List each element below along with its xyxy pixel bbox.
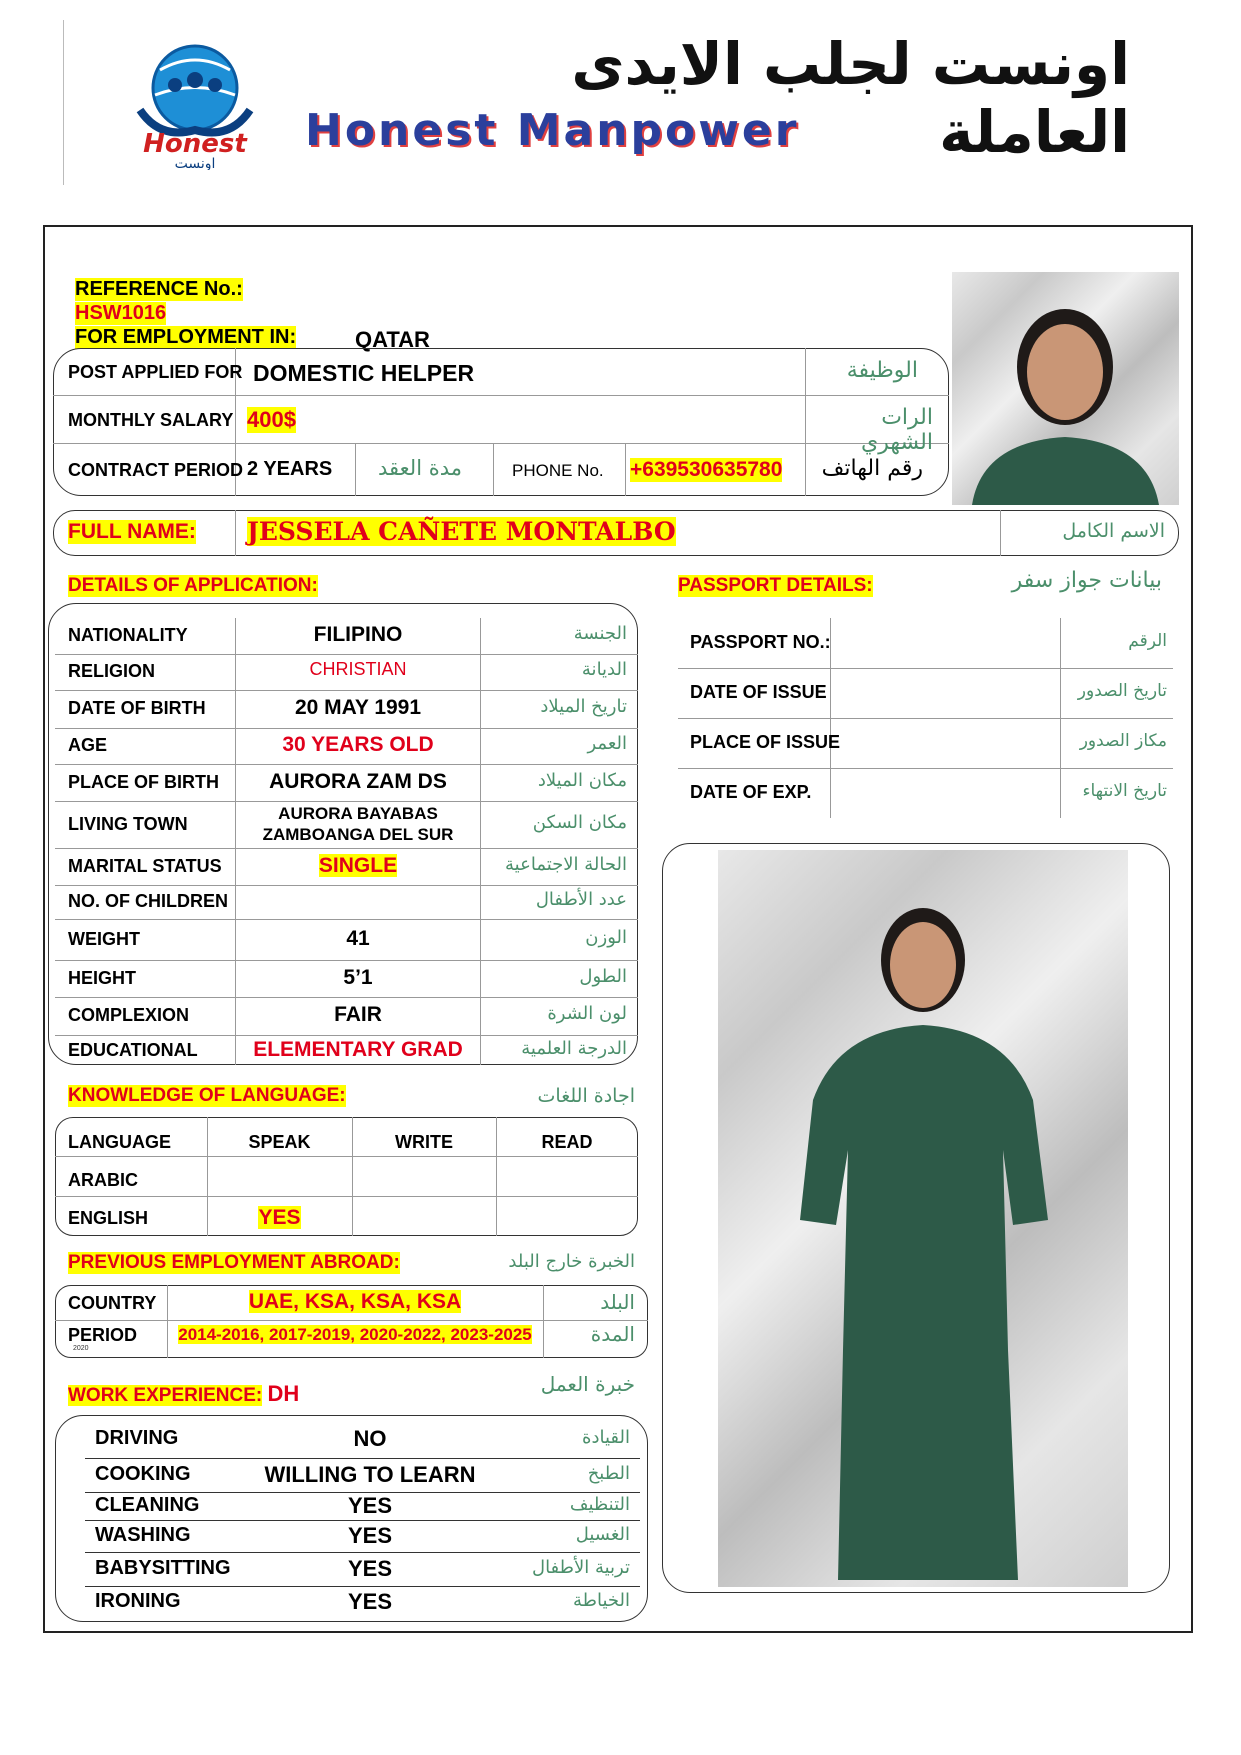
application-row-value: 20 MAY 1991: [294, 696, 422, 719]
work-row-label: DRIVING: [95, 1427, 179, 1449]
work-row-label: IRONING: [95, 1590, 181, 1612]
employment-value: QATAR: [355, 327, 430, 352]
passport-row-arabic-label: تاريخ الانتهاء: [1082, 781, 1167, 801]
applicant-portrait-photo: [952, 272, 1179, 505]
application-row-arabic-label: مكان الميلاد: [537, 769, 627, 791]
application-title: DETAILS OF APPLICATION:: [68, 575, 318, 596]
full-name-label: FULL NAME:: [68, 520, 196, 543]
work-row-divider: [85, 1586, 640, 1587]
application-row-label: WEIGHT: [68, 928, 140, 949]
work-row-value: YES: [347, 1556, 393, 1581]
contract-arabic-label: مدة العقد: [378, 456, 462, 480]
language-title: KNOWLEDGE OF LANGUAGE:: [68, 1085, 346, 1106]
company-logo: [120, 40, 270, 170]
work-row-divider: [85, 1520, 640, 1521]
work-row-label: WASHING: [95, 1524, 191, 1546]
passport-row-divider: [678, 768, 1173, 769]
contract-label: CONTRACT PERIOD: [68, 460, 243, 480]
applicant-full-body-photo: [718, 850, 1128, 1587]
application-row-arabic-label: الوزن: [585, 926, 627, 948]
work-row-divider: [85, 1458, 640, 1459]
language-arabic: ARABIC: [68, 1170, 138, 1190]
application-row-divider: [55, 960, 638, 961]
application-row-divider: [55, 885, 638, 886]
work-row-arabic-label: الغسيل: [575, 1524, 630, 1545]
application-row-label: RELIGION: [68, 661, 156, 681]
application-row-value-cell: [236, 1003, 480, 1027]
application-row-label: COMPLEXION: [68, 1005, 190, 1025]
application-row-divider: [55, 654, 638, 655]
post-label: POST APPLIED FOR: [68, 362, 243, 382]
employment-label: FOR EMPLOYMENT IN:: [75, 326, 297, 348]
work-title-value: DH: [267, 1381, 300, 1406]
language-header-read: READ: [541, 1132, 593, 1152]
english-speak-cell: [207, 1206, 352, 1230]
passport-row-label: PLACE OF ISSUE: [690, 732, 841, 752]
passport-row-arabic-label: تاريخ الصدور: [1077, 681, 1167, 701]
phone-arabic-label: رقم الهاتف: [821, 456, 923, 481]
salary-label: MONTHLY SALARY: [68, 410, 234, 430]
language-arabic-title: اجادة اللغات: [537, 1085, 635, 1107]
language-header-write: WRITE: [395, 1132, 453, 1152]
phone-label: PHONE No.: [512, 461, 604, 480]
application-row-arabic-label: الدرجة العلمية: [521, 1038, 627, 1059]
work-row-value: YES: [347, 1523, 393, 1548]
work-row-arabic-label: الخياطة: [573, 1590, 630, 1611]
application-row-label: AGE: [68, 735, 108, 755]
language-english: ENGLISH: [68, 1208, 149, 1228]
work-title-line: [68, 1381, 299, 1407]
work-row-value: WILLING TO LEARN: [264, 1462, 476, 1487]
application-row-value-cell: [236, 733, 480, 757]
full-name-arabic-label: الاسم الكامل: [1062, 520, 1165, 542]
passport-row-label: PASSPORT NO.:: [690, 632, 831, 652]
salary-value: 400$: [247, 407, 296, 432]
application-row-value-cell: [236, 623, 480, 647]
application-row-value: CHRISTIAN: [309, 659, 407, 679]
country-value: UAE, KSA, KSA, KSA: [248, 1290, 462, 1313]
phone-value: +639530635780: [630, 458, 783, 481]
reference-value: HSW1016: [75, 302, 167, 324]
contract-value: 2 YEARS: [247, 458, 333, 480]
application-row-value: 41: [346, 926, 370, 950]
application-row-divider: [55, 919, 638, 920]
period-arabic-label: المدة: [590, 1322, 635, 1346]
application-row-label: HEIGHT: [68, 967, 137, 988]
header-divider: [63, 20, 64, 185]
application-row-arabic-label: الجنسة: [573, 623, 627, 644]
period-label: PERIOD: [68, 1325, 138, 1345]
work-row-arabic-label: الطبخ: [587, 1463, 630, 1484]
passport-row-arabic-label: الرقم: [1128, 631, 1167, 651]
passport-arabic-title: بيانات جواز سفر: [1011, 568, 1162, 593]
application-row-arabic-label: الحالة الاجتماعية: [505, 853, 627, 875]
application-row-arabic-label: العمر: [587, 733, 627, 754]
application-row-value: [236, 803, 480, 845]
full-name-value: JESSELA CAÑETE MONTALBO: [247, 517, 676, 546]
application-row-arabic-label: لون الشرة: [547, 1003, 627, 1024]
application-row-value-cell: [236, 854, 480, 878]
svg-text:Honest: Honest: [143, 129, 247, 159]
english-speak-value: YES: [258, 1206, 301, 1229]
application-row-label: EDUCATIONAL: [68, 1040, 198, 1060]
work-row-divider: [85, 1552, 640, 1553]
application-row-value-cell: [236, 696, 480, 720]
application-row-arabic-label: مكان السكن: [532, 811, 627, 833]
application-row-value-line2: ZAMBOANGA DEL SUR: [262, 825, 454, 844]
application-row-arabic-label: عدد الأطفال: [535, 889, 627, 910]
work-row-arabic-label: القيادة: [582, 1427, 630, 1448]
application-row-value: 30 YEARS OLD: [282, 733, 434, 756]
work-row-value: NO: [353, 1426, 387, 1451]
period-small-note: 2020: [73, 1345, 89, 1352]
application-row-value: FAIR: [334, 1003, 382, 1026]
application-row-label: MARITAL STATUS: [68, 855, 222, 876]
application-row-divider: [55, 848, 638, 849]
application-row-divider: [55, 690, 638, 691]
application-row-arabic-label: تاريخ الميلاد: [540, 696, 627, 717]
language-header-speak: SPEAK: [248, 1132, 311, 1152]
work-arabic-title: خبرة العمل: [540, 1372, 635, 1396]
previous-arabic-title: الخبرة خارج البلد: [508, 1251, 635, 1272]
period-cell: [167, 1325, 543, 1345]
salary-arabic-label: الرات الشهري: [861, 405, 933, 455]
post-value: DOMESTIC HELPER: [253, 360, 475, 386]
passport-title: PASSPORT DETAILS:: [678, 575, 873, 596]
country-arabic-label: البلد: [600, 1290, 635, 1314]
period-value: 2014-2016, 2017-2019, 2020-2022, 2023-2025: [178, 1325, 532, 1344]
application-row-value-line1: AURORA BAYABAS: [278, 804, 438, 823]
brand-english-title: Honest Manpower: [305, 105, 800, 156]
passport-row-divider: [678, 668, 1173, 669]
country-cell: [167, 1290, 543, 1314]
application-row-label: PLACE OF BIRTH: [68, 771, 219, 792]
work-title: WORK EXPERIENCE:: [68, 1385, 263, 1406]
application-row-divider: [55, 1035, 638, 1036]
work-row-value: YES: [347, 1589, 393, 1614]
passport-row-label: DATE OF EXP.: [690, 782, 812, 802]
application-row-value: SINGLE: [318, 853, 398, 877]
application-row-arabic-label: الطول: [579, 965, 627, 987]
application-row-value-cell: [236, 927, 480, 951]
application-row-divider: [55, 997, 638, 998]
application-row-value: ELEMENTARY GRAD: [253, 1038, 463, 1061]
work-row-label: CLEANING: [95, 1494, 200, 1516]
previous-title: PREVIOUS EMPLOYMENT ABROAD:: [68, 1252, 400, 1273]
application-row-value: AURORA ZAM DS: [269, 769, 447, 793]
application-row-value: 5’1: [343, 965, 373, 989]
application-row-value-cell: [236, 1038, 480, 1062]
application-row-arabic-label: الديانة: [581, 659, 627, 680]
application-row-divider: [55, 764, 638, 765]
application-row-value-cell: [236, 966, 480, 990]
language-header-language: LANGUAGE: [68, 1132, 171, 1152]
application-row-label: LIVING TOWN: [68, 813, 188, 834]
passport-row-divider: [678, 718, 1173, 719]
work-row-value: YES: [347, 1493, 393, 1518]
application-row-divider: [55, 801, 638, 802]
passport-row-label: DATE OF ISSUE: [690, 682, 827, 702]
post-arabic-label: الوظيفة: [846, 358, 918, 383]
passport-row-arabic-label: مكاز الصدور: [1079, 731, 1167, 751]
application-row-divider: [55, 728, 638, 729]
application-row-value: FILIPINO: [313, 623, 403, 646]
application-row-label: NO. OF CHILDREN: [68, 891, 228, 911]
application-row-label: NATIONALITY: [68, 625, 188, 645]
brand-arabic-title: اونست لجلب الايدى العاملة: [571, 30, 1130, 166]
work-row-arabic-label: التنظيف: [569, 1494, 630, 1515]
work-row-label: COOKING: [95, 1463, 191, 1485]
reference-label: REFERENCE No.:: [75, 278, 243, 300]
work-row-label: BABYSITTING: [95, 1557, 231, 1579]
country-label: COUNTRY: [68, 1293, 157, 1313]
application-row-value-cell: [236, 770, 480, 794]
application-row-value-cell: [236, 659, 480, 680]
application-row-label: DATE OF BIRTH: [68, 698, 206, 718]
work-row-arabic-label: تربية الأطفال: [531, 1557, 630, 1578]
svg-text:اونست: اونست: [174, 156, 216, 170]
